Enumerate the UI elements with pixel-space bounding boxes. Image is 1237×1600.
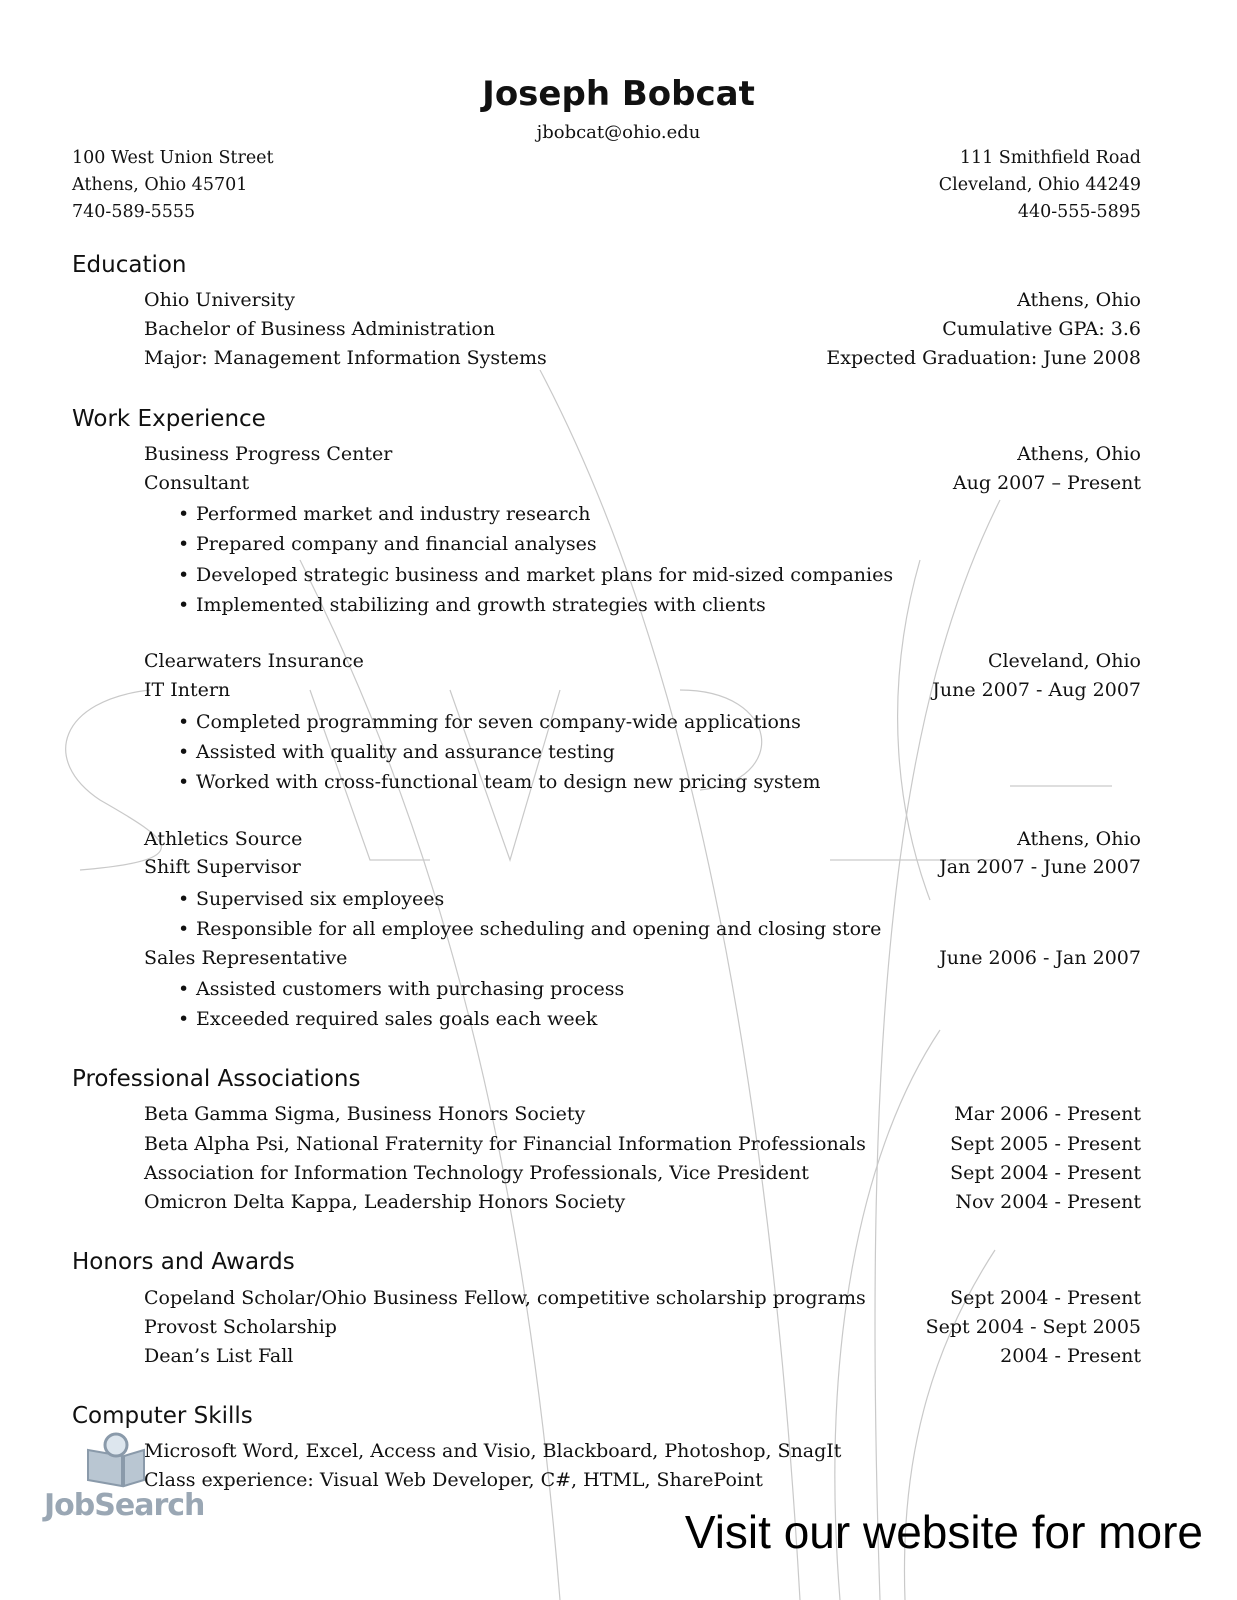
job-location: Cleveland, Ohio xyxy=(987,650,1141,672)
jobsearch-logo: JobSearch xyxy=(44,1488,205,1523)
education-major: Major: Management Information Systems xyxy=(144,347,547,369)
job-dates: June 2006 - Jan 2007 xyxy=(939,947,1141,969)
permanent-city: Cleveland, Ohio 44249 xyxy=(938,175,1141,195)
honor-name: Dean’s List Fall xyxy=(144,1345,294,1367)
association-row xyxy=(144,1191,1141,1213)
job-bullet: • Responsible for all employee scheduling and opening and closing store xyxy=(178,918,882,940)
education-gpa: Cumulative GPA: 3.6 xyxy=(942,318,1141,340)
local-street: 100 West Union Street xyxy=(72,148,274,168)
association-dates: Sept 2004 - Present xyxy=(950,1162,1141,1184)
honor-name: Copeland Scholar/Ohio Business Fellow, competitive scholarship programs xyxy=(144,1287,866,1309)
job-bullet: • Completed programming for seven company-wide applications xyxy=(178,711,801,733)
job-org-row xyxy=(144,650,1141,672)
job-title: IT Intern xyxy=(144,679,231,701)
job-bullet: • Developed strategic business and market plans for mid-sized companies xyxy=(178,564,894,586)
local-city: Athens, Ohio 45701 xyxy=(72,175,248,195)
association-row xyxy=(144,1162,1141,1184)
job-bullet: • Supervised six employees xyxy=(178,888,445,910)
job-title-row xyxy=(144,472,1141,494)
association-dates: Mar 2006 - Present xyxy=(954,1103,1141,1125)
local-phone: 740-589-5555 xyxy=(72,202,196,222)
education-row xyxy=(144,289,1141,311)
honor-row xyxy=(144,1345,1141,1367)
work-heading: Work Experience xyxy=(72,406,266,432)
skills-line: Class experience: Visual Web Developer, C#, HTML, SharePoint xyxy=(144,1469,763,1491)
job-bullet: • Worked with cross-functional team to design new pricing system xyxy=(178,771,821,793)
education-row xyxy=(144,318,1141,340)
education-school: Ohio University xyxy=(144,289,295,311)
honors-heading: Honors and Awards xyxy=(72,1249,295,1275)
candidate-email[interactable]: jbobcat@ohio.edu xyxy=(536,122,701,143)
job-location: Athens, Ohio xyxy=(1017,828,1141,850)
education-degree: Bachelor of Business Administration xyxy=(144,318,496,340)
association-name: Beta Gamma Sigma, Business Honors Society xyxy=(144,1103,586,1125)
job-bullet: • Assisted with quality and assurance testing xyxy=(178,741,615,763)
job-title-row xyxy=(144,856,1141,878)
job-title: Consultant xyxy=(144,472,250,494)
honor-dates: Sept 2004 - Present xyxy=(950,1287,1141,1309)
association-row xyxy=(144,1133,1141,1155)
association-dates: Sept 2005 - Present xyxy=(950,1133,1141,1155)
job-org: Clearwaters Insurance xyxy=(144,650,364,672)
job-title-row xyxy=(144,947,1141,969)
education-row xyxy=(144,347,1141,369)
honor-dates: 2004 - Present xyxy=(1000,1345,1141,1367)
job-title: Shift Supervisor xyxy=(144,856,301,878)
visit-website-banner[interactable]: Visit our website for more xyxy=(684,1506,1203,1558)
local-address xyxy=(72,145,274,226)
job-org-row xyxy=(144,828,1141,850)
skills-heading: Computer Skills xyxy=(72,1403,253,1429)
education-heading: Education xyxy=(72,252,187,278)
education-location: Athens, Ohio xyxy=(1017,289,1141,311)
education-graduation: Expected Graduation: June 2008 xyxy=(826,347,1141,369)
job-org: Athletics Source xyxy=(144,828,303,850)
skills-line: Microsoft Word, Excel, Access and Visio, Blackboard, Photoshop, SnagIt xyxy=(144,1440,842,1462)
honor-dates: Sept 2004 - Sept 2005 xyxy=(925,1316,1141,1338)
job-bullet: • Assisted customers with purchasing process xyxy=(178,978,625,1000)
job-bullet: • Implemented stabilizing and growth strategies with clients xyxy=(178,594,766,616)
honor-row xyxy=(144,1287,1141,1309)
candidate-name: Joseph Bobcat xyxy=(482,74,755,114)
job-title: Sales Representative xyxy=(144,947,348,969)
honor-row xyxy=(144,1316,1141,1338)
job-bullet: • Exceeded required sales goals each week xyxy=(178,1008,598,1030)
job-location: Athens, Ohio xyxy=(1017,443,1141,465)
permanent-address xyxy=(939,145,1141,226)
job-title-row xyxy=(144,679,1141,701)
associations-heading: Professional Associations xyxy=(72,1066,361,1092)
association-name: Beta Alpha Psi, National Fraternity for Financial Information Professionals xyxy=(144,1133,866,1155)
honor-name: Provost Scholarship xyxy=(144,1316,337,1338)
job-bullet: • Performed market and industry research xyxy=(178,503,591,525)
association-name: Omicron Delta Kappa, Leadership Honors Society xyxy=(144,1191,626,1213)
job-bullet: • Prepared company and financial analyses xyxy=(178,533,597,555)
job-dates: Aug 2007 – Present xyxy=(952,472,1141,494)
association-name: Association for Information Technology Professionals, Vice President xyxy=(144,1162,809,1184)
job-dates: June 2007 - Aug 2007 xyxy=(932,679,1141,701)
permanent-street: 111 Smithfield Road xyxy=(959,148,1141,168)
association-row xyxy=(144,1103,1141,1125)
job-org: Business Progress Center xyxy=(144,443,393,465)
association-dates: Nov 2004 - Present xyxy=(955,1191,1141,1213)
job-org-row xyxy=(144,443,1141,465)
job-dates: Jan 2007 - June 2007 xyxy=(939,856,1141,878)
permanent-phone: 440-555-5895 xyxy=(1017,202,1141,222)
